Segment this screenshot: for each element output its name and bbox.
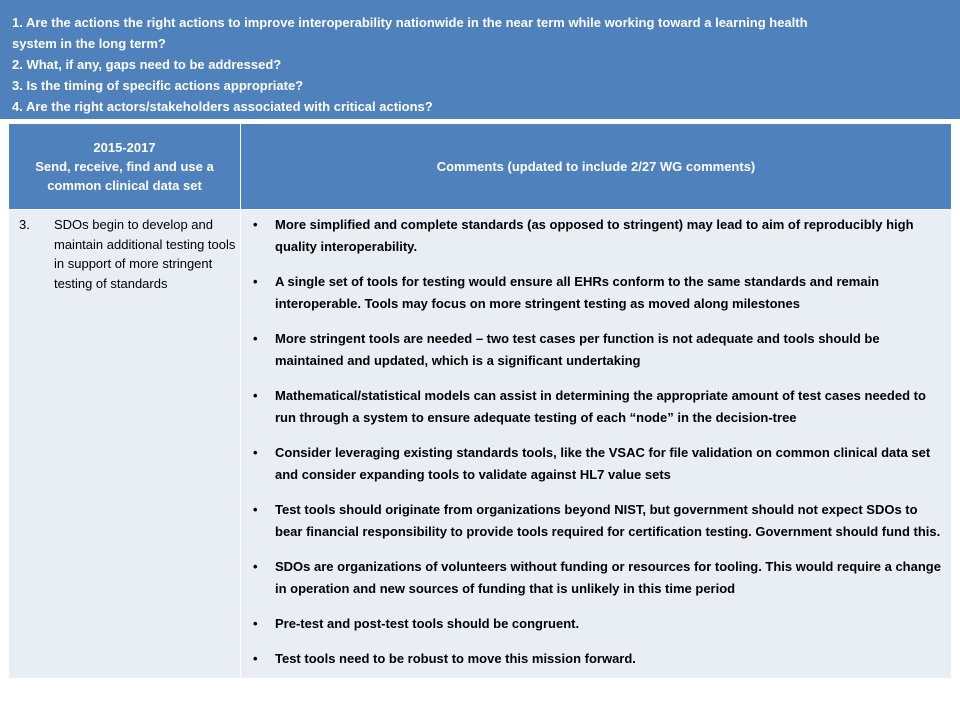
list-item: • More simplified and complete standards (as opposed to stringent) may lead to aim of reproducibly high quality interoperability. <box>249 214 943 258</box>
comments-cell <box>241 210 952 679</box>
question-1: 1. Are the actions the right actions to improve interoperability nationwide in the near term while working toward a learning health system in the long term? <box>12 15 808 51</box>
bullet-icon: • <box>253 217 258 232</box>
table-header-row <box>9 124 952 210</box>
table-row <box>9 210 952 679</box>
action-comments-table <box>8 123 952 679</box>
timeframe-years: 2015-2017 <box>93 140 156 155</box>
list-item: • Consider leveraging existing standards tools, like the VSAC for file validation on common clinical data set and consider expanding tools to validate against HL7 value sets <box>249 442 943 486</box>
list-item: • More stringent tools are needed – two test cases per function is not adequate and tools should be maintained and updated, which is a significant undertaking <box>249 328 943 372</box>
action-number: 3. <box>19 217 30 232</box>
list-item: • Test tools need to be robust to move this mission forward. <box>249 648 943 670</box>
question-3: 3. Is the timing of specific actions appropriate? <box>12 78 304 93</box>
bullet-icon: • <box>253 445 258 460</box>
bullet-icon: • <box>253 388 258 403</box>
bullet-icon: • <box>253 274 258 289</box>
timeframe-goal: Send, receive, find and use a common clinical data set <box>35 159 214 193</box>
questions-banner <box>0 0 960 119</box>
bullet-icon: • <box>253 651 258 666</box>
bullet-icon: • <box>253 331 258 346</box>
action-text: SDOs begin to develop and maintain additional testing tools in support of more stringent testing of standards <box>54 217 236 291</box>
bullet-icon: • <box>253 559 258 574</box>
list-item: • SDOs are organizations of volunteers without funding or resources for tooling. This would require a change in operation and new sources of funding that is unlikely in this time period <box>249 556 943 600</box>
action-cell <box>9 210 241 679</box>
bullet-icon: • <box>253 502 258 517</box>
comments-list <box>249 214 943 670</box>
list-item: • A single set of tools for testing would ensure all EHRs conform to the same standards and remain interoperable. Tools may focus on more stringent testing as moved along milestones <box>249 271 943 315</box>
comments-header: Comments (updated to include 2/27 WG comments) <box>241 124 952 210</box>
timeframe-header <box>9 124 241 210</box>
bullet-icon: • <box>253 616 258 631</box>
question-2: 2. What, if any, gaps need to be addressed? <box>12 57 282 72</box>
question-4: 4. Are the right actors/stakeholders associated with critical actions? <box>12 99 433 114</box>
list-item: • Mathematical/statistical models can assist in determining the appropriate amount of test cases needed to run through a system to ensure adequate testing of each “node” in the decision-tree <box>249 385 943 429</box>
list-item: • Pre-test and post-test tools should be congruent. <box>249 613 943 635</box>
list-item: • Test tools should originate from organizations beyond NIST, but government should not expect SDOs to bear financial responsibility to provide tools required for certification testing. Government should fund this. <box>249 499 943 543</box>
